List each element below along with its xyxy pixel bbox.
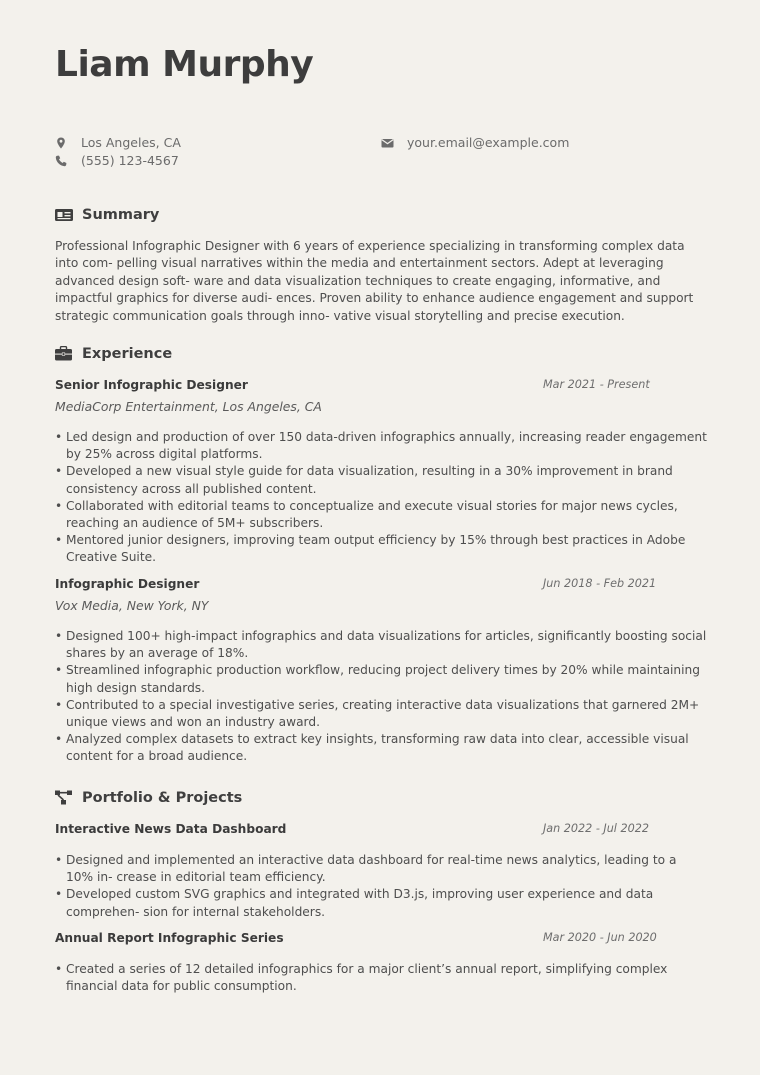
candidate-name: Liam Murphy [55, 44, 314, 85]
phone-text: (555) 123-4567 [81, 153, 179, 168]
projects-title: Portfolio & Projects [82, 790, 243, 806]
list-item: • Designed and implemented an interactive data dashboard for real-time news analytics, leading to a 10% in- crease in editorial team efficiency. [55, 852, 707, 886]
contact-location [55, 135, 181, 150]
experience-title: Experience [82, 346, 173, 362]
map-pin-icon [55, 137, 67, 149]
job-title: Senior Infographic Designer [55, 378, 248, 392]
job-title: Infographic Designer [55, 577, 200, 591]
list-item: • Analyzed complex datasets to extract key insights, transforming raw data into clear, accessible visual content for a broad audience. [55, 731, 707, 765]
id-card-icon [55, 207, 73, 223]
contact-email[interactable] [381, 135, 569, 150]
project-dates: Mar 2020 - Jun 2020 [543, 931, 657, 944]
projects-section [55, 787, 705, 809]
list-item: • Contributed to a special investigative series, creating interactive data visualizations that garnered 2M+ unique views and won an industry award. [55, 697, 707, 731]
job-bullets [55, 429, 707, 567]
list-item: • Collaborated with editorial teams to conceptualize and execute visual stories for major news cycles, reaching an audience of 5M+ subscribers. [55, 498, 707, 532]
project-bullets [55, 852, 707, 921]
summary-heading [55, 204, 705, 226]
summary-section [55, 204, 705, 226]
job-dates: Jun 2018 - Feb 2021 [543, 577, 657, 590]
summary-text: Professional Infographic Designer with 6 years of experience specializing in transforming complex data into com- pelling visual narratives within the media and entertainment sectors. Adept at leveraging advanced design soft- ware and data visualization techniques to create engaging, informative, and impactful graphics for diverse audi- ences. Proven ability to enhance audience engagement and support strategic communication goals through inno- vative visual storytelling and precise execution. [55, 239, 694, 323]
project-title: Annual Report Infographic Series [55, 931, 284, 945]
project-bullets [55, 961, 707, 995]
job-bullets [55, 628, 707, 766]
project-diagram-icon [55, 790, 73, 806]
list-item: • Designed 100+ high-impact infographics and data visualizations for articles, significantly boosting social shares by an average of 18%. [55, 628, 707, 662]
briefcase-icon [55, 346, 73, 362]
phone-icon [55, 155, 67, 167]
list-item: • Streamlined infographic production workflow, reducing project delivery times by 20% while maintaining high design standards. [55, 662, 707, 696]
experience-section [55, 343, 705, 365]
list-item: • Mentored junior designers, improving team output efficiency by 15% through best practices in Adobe Creative Suite. [55, 532, 707, 566]
projects-heading [55, 787, 705, 809]
job-company: MediaCorp Entertainment, Los Angeles, CA [55, 399, 322, 414]
job-dates: Mar 2021 - Present [543, 378, 650, 391]
job-company: Vox Media, New York, NY [55, 598, 209, 613]
envelope-icon [381, 137, 393, 149]
list-item: • Developed custom SVG graphics and integrated with D3.js, improving user experience and data comprehen- sion for internal stakeholders. [55, 886, 707, 920]
summary-title: Summary [82, 207, 160, 223]
location-text: Los Angeles, CA [81, 135, 181, 150]
email-link[interactable]: your.email@example.com [407, 135, 570, 150]
project-title: Interactive News Data Dashboard [55, 822, 287, 836]
project-dates: Jan 2022 - Jul 2022 [543, 822, 649, 835]
list-item: • Created a series of 12 detailed infographics for a major client’s annual report, simplifying complex financial data for public consumption. [55, 961, 707, 995]
contact-phone [55, 153, 179, 168]
list-item: • Developed a new visual style guide for data visualization, resulting in a 30% improvement in brand consistency across all published content. [55, 463, 707, 497]
list-item: • Led design and production of over 150 data-driven infographics annually, increasing reader engagement by 25% across digital platforms. [55, 429, 707, 463]
experience-heading [55, 343, 705, 365]
